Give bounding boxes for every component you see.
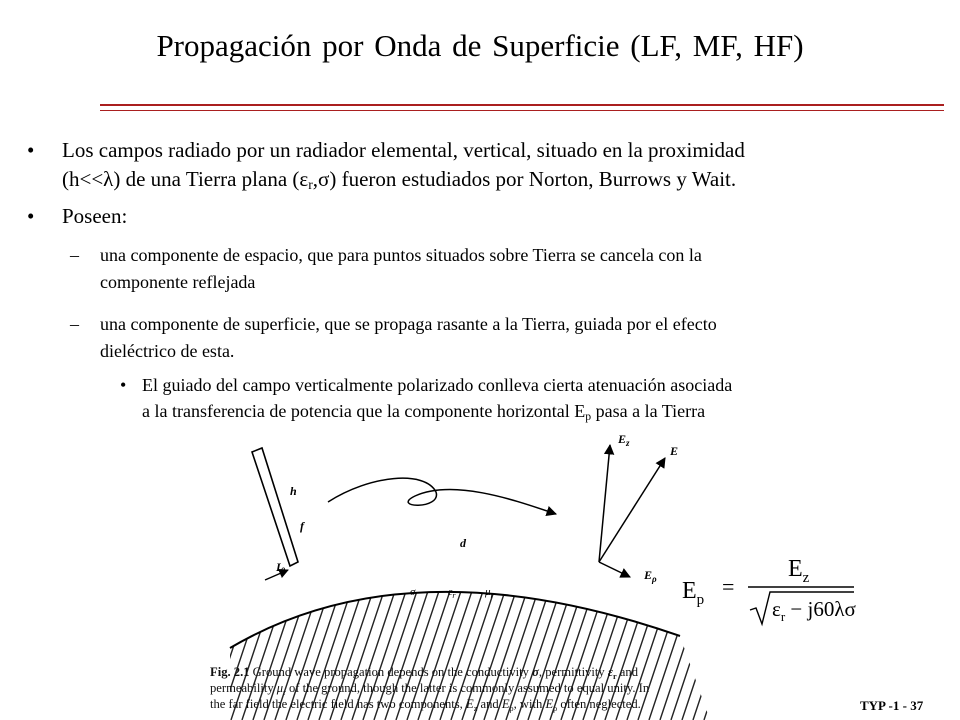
bullet-1-text-a: (h<<λ) de una Tierra plana (ε	[62, 167, 309, 191]
label-e: E	[670, 444, 679, 458]
caption-sub: r	[613, 672, 617, 681]
ep-vector	[599, 562, 630, 577]
sub-item-2-line-2: dieléctrico de esta.	[100, 341, 235, 361]
caption-text: and	[477, 697, 502, 711]
label-ep: $E_\rho$	[644, 568, 657, 584]
label-sigma: σ	[410, 586, 416, 598]
caption-line-2	[210, 680, 710, 696]
slide-title: Propagación por Onda de Superficie (LF, MF, HF)	[156, 28, 804, 63]
caption-eps: ε	[607, 665, 614, 679]
slide-footer: TYP -1 - 37	[860, 698, 924, 713]
bullet-dot: •	[120, 375, 127, 395]
caption-text: permeability	[210, 681, 277, 695]
formula-lhs: $E_p$	[682, 578, 705, 608]
sub-item-1-line-2: componente reflejada	[100, 272, 256, 292]
label-mu: $\mu_r$	[485, 586, 494, 600]
wave-path	[328, 478, 556, 514]
bullet-1-line-1: Los campos radiado por un radiador elemental, vertical, situado en la proximidad	[62, 138, 745, 162]
antenna	[252, 448, 298, 566]
caption-ez: E	[465, 697, 474, 711]
caption-ep: E	[545, 697, 554, 711]
sub-sub-text-b: pasa a la Tierra	[591, 401, 706, 421]
figure-caption	[210, 664, 710, 712]
bullet-2-text: Poseen:	[62, 204, 128, 228]
formula-ep	[678, 548, 878, 632]
e-vector	[599, 458, 665, 562]
caption-text: , permittivity	[538, 665, 608, 679]
label-ez: $E_z$	[618, 432, 630, 448]
caption-text: of the ground, though the latter is commonly assumed to equal unity. In	[285, 681, 650, 695]
caption-text: Ground wave propagation depends on the conductivity	[249, 665, 533, 679]
sub-dash: –	[70, 245, 79, 265]
sub-item-1	[70, 242, 950, 296]
label-d: d	[460, 536, 466, 550]
formula-numerator: $E_z$	[788, 556, 810, 586]
caption-mu: μ	[276, 681, 284, 695]
bullet-dot: •	[27, 204, 35, 228]
caption-ep: E	[501, 697, 510, 711]
sub-item-1-line-1: una componente de espacio, que para puntos situados sobre Tierra se cancela con la	[100, 245, 702, 265]
sub-sub-item-line-2	[142, 398, 942, 424]
label-i0: $I_0$	[276, 560, 286, 576]
caption-fig-label: Fig. 2.1	[210, 665, 250, 679]
title-underline	[100, 104, 944, 111]
sub-sub-item	[120, 372, 942, 424]
bullet-item-2	[27, 202, 942, 231]
bullet-1-sub: r	[308, 177, 313, 192]
caption-sub: ρ	[509, 704, 514, 713]
label-f: f	[300, 519, 304, 533]
sub-dash: –	[70, 314, 79, 334]
label-h: h	[290, 484, 297, 498]
bullet-dot: •	[27, 138, 35, 162]
caption-text: often neglected.	[557, 697, 641, 711]
label-epsilon: $\varepsilon_r$	[448, 586, 456, 600]
bullet-1-line-2	[62, 165, 942, 194]
bullet-1-text-b: ,σ) fueron estudiados por Norton, Burrows y Wait.	[312, 167, 737, 191]
sub-sub-sub: p	[585, 410, 592, 423]
sub-item-2-line-1: una componente de superficie, que se propaga rasante a la Tierra, guiada por el efecto	[100, 314, 717, 334]
ez-vector	[599, 445, 610, 562]
sub-sub-text-a: a la transferencia de potencia que la componente horizontal E	[142, 401, 586, 421]
caption-text: and	[616, 665, 638, 679]
caption-line-1	[210, 664, 710, 680]
sub-item-2	[70, 311, 950, 365]
bullet-item-1	[27, 136, 942, 194]
caption-sub: z	[473, 704, 478, 713]
formula-equals: =	[722, 574, 735, 599]
caption-sub: r	[283, 688, 286, 697]
formula-denominator: $\varepsilon_r - j60\lambda\sigma$	[772, 597, 856, 624]
sub-sub-item-line-1: El guiado del campo verticalmente polarizado conlleva cierta atenuación asociada	[142, 375, 733, 395]
caption-text: , with	[513, 697, 546, 711]
caption-sigma: σ	[532, 665, 539, 679]
caption-line-3	[210, 696, 710, 712]
caption-sub: ρ	[553, 704, 558, 713]
caption-text: the far field the electric field has two components,	[210, 697, 466, 711]
